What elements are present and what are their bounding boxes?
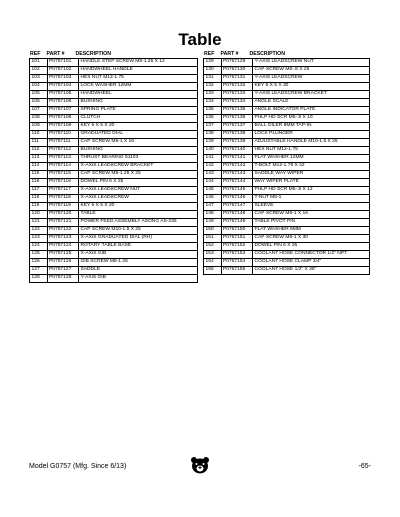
ref-cell: 106 (30, 99, 48, 107)
part-number-cell: P0757122 (47, 227, 79, 235)
parts-table-header (203, 51, 370, 58)
description-cell: TABLE (79, 211, 198, 219)
description-cell: LOCK WASHER 12MM (79, 83, 198, 91)
part-number-cell: P0757129 (221, 59, 253, 67)
table-row (30, 251, 198, 259)
ref-cell: 104 (30, 83, 48, 91)
part-number-cell: P0757117 (47, 187, 79, 195)
table-row (204, 211, 370, 219)
table-row (30, 275, 198, 283)
table-row (30, 123, 198, 131)
part-number-cell: P0757130 (221, 67, 253, 75)
ref-cell: 110 (30, 131, 48, 139)
description-cell: CAP SCREW M6-1 X 16 (253, 211, 370, 219)
ref-cell: 149 (204, 219, 222, 227)
description-cell: BUSHING (79, 99, 198, 107)
table-row (204, 83, 370, 91)
ref-cell: 139 (204, 139, 222, 147)
part-number-cell: P0757132 (221, 83, 253, 91)
ref-cell: 147 (204, 203, 222, 211)
parts-table-left (29, 51, 198, 283)
part-number-cell: P0757146 (221, 195, 253, 203)
ref-cell: 103 (30, 75, 48, 83)
part-number-cell: P0757121 (47, 219, 79, 227)
description-cell: X-AXIS LEADSCREW (79, 195, 198, 203)
description-cell: COOLANT HOSE 1/2" X 36" (253, 267, 370, 275)
ref-cell: 112 (30, 147, 48, 155)
ref-cell: 121 (30, 219, 48, 227)
ref-cell: 109 (30, 123, 48, 131)
table-row (30, 139, 198, 147)
part-number-cell: P0757106 (47, 99, 79, 107)
table-row (30, 195, 198, 203)
table-row (204, 195, 370, 203)
table-row (30, 115, 198, 123)
description-cell: Y-AXIS LEADSCREW BRACKET (253, 91, 370, 99)
ref-cell: 125 (30, 251, 48, 259)
part-number-cell: P0757114 (47, 163, 79, 171)
part-number-cell: P0757110 (47, 131, 79, 139)
description-cell: CAP SCREW M10-1.5 X 25 (79, 227, 198, 235)
ref-cell: 151 (204, 235, 222, 243)
ref-cell: 102 (30, 67, 48, 75)
ref-cell: 150 (204, 227, 222, 235)
part-number-cell: P0757123 (47, 235, 79, 243)
table-row (204, 75, 370, 83)
table-row (204, 203, 370, 211)
part-number-cell: P0757141 (221, 155, 253, 163)
ref-cell: 141 (204, 155, 222, 163)
part-number-cell: P0757131 (221, 75, 253, 83)
ref-cell: 132 (204, 83, 222, 91)
table-row (204, 243, 370, 251)
table-row (204, 139, 370, 147)
table-row (204, 131, 370, 139)
table-row (30, 187, 198, 195)
table-row (204, 115, 370, 123)
ref-cell: 133 (204, 91, 222, 99)
part-number-cell: P0757149 (221, 219, 253, 227)
table-row (204, 171, 370, 179)
table-row (30, 131, 198, 139)
part-number-cell: P0757148 (221, 211, 253, 219)
description-cell: DOWEL PIN 6 X 25 (253, 243, 370, 251)
part-number-cell: P0757144 (221, 179, 253, 187)
ref-cell: 136 (204, 115, 222, 123)
description-cell: T-BOLT M12-1.75 X 42 (253, 163, 370, 171)
part-number-cell: P0757152 (221, 243, 253, 251)
description-cell: X-AXIS LEADSCREW NUT (79, 187, 198, 195)
ref-cell: 128 (30, 275, 48, 283)
table-row (204, 59, 370, 67)
ref-cell: 140 (204, 147, 222, 155)
description-column-header: DESCRIPTION (249, 51, 285, 57)
part-column-header: PART # (220, 51, 239, 57)
part-number-cell: P0757105 (47, 91, 79, 99)
ref-cell: 143 (204, 171, 222, 179)
table-row (30, 147, 198, 155)
ref-cell: 107 (30, 107, 48, 115)
description-cell: GRADUATED DIAL (79, 131, 198, 139)
ref-cell: 116 (30, 179, 48, 187)
table-row (204, 163, 370, 171)
description-cell: TABLE PIVOT PIN (253, 219, 370, 227)
model-footer: Model G0757 (Mfg. Since 6/13) (29, 463, 127, 470)
table-row (30, 227, 198, 235)
ref-cell: 123 (30, 235, 48, 243)
part-number-cell: P0757115 (47, 171, 79, 179)
description-cell: CLUTCH (79, 115, 198, 123)
description-cell: THRUST BEARING 51103 (79, 155, 198, 163)
description-cell: HEX NUT M12-1.75 (79, 75, 198, 83)
ref-cell: 144 (204, 179, 222, 187)
table-row (30, 259, 198, 267)
ref-cell: 113 (30, 155, 48, 163)
table-row (204, 91, 370, 99)
part-number-cell: P0757126 (47, 259, 79, 267)
part-number-cell: P0757118 (47, 195, 79, 203)
ref-cell: 145 (204, 187, 222, 195)
part-number-cell: P0757145 (221, 187, 253, 195)
description-cell: HEX NUT M12-1.75 (253, 147, 370, 155)
table-row (30, 107, 198, 115)
description-cell: T-NUT M6-1 (253, 195, 370, 203)
part-number-cell: P0757142 (221, 163, 253, 171)
description-cell: X-AXIS LEADSCREW BRACKET (79, 163, 198, 171)
part-number-cell: P0757109 (47, 123, 79, 131)
table-row (30, 99, 198, 107)
description-cell: HANDWHEEL (79, 91, 198, 99)
part-number-cell: P0757143 (221, 171, 253, 179)
part-number-cell: P0757153 (221, 251, 253, 259)
part-number-cell: P0757133 (221, 91, 253, 99)
description-cell: COOLANT HOSE CLAMP 3/4" (253, 259, 370, 267)
part-number-cell: P0757108 (47, 115, 79, 123)
description-cell: PHLP HD SCR M5-.8 X 12 (253, 187, 370, 195)
description-cell: BALL OILER 8MM TAP-IN (253, 123, 370, 131)
ref-cell: 135 (204, 107, 222, 115)
description-cell: PHLP HD SCR M5-.8 X 10 (253, 115, 370, 123)
table-row (30, 219, 198, 227)
table-row (30, 179, 198, 187)
description-cell: Y-AXIS LEADSCREW (253, 75, 370, 83)
part-number-cell: P0757139 (221, 139, 253, 147)
description-cell: ANGLE INDICATOR PLATE (253, 107, 370, 115)
table-row (204, 235, 370, 243)
part-number-cell: P0757124 (47, 243, 79, 251)
description-cell: FLAT WASHER 12MM (253, 155, 370, 163)
part-number-cell: P0757150 (221, 227, 253, 235)
ref-cell: 153 (204, 251, 222, 259)
ref-cell: 114 (30, 163, 48, 171)
part-number-cell: P0757107 (47, 107, 79, 115)
description-cell: ROTARY TABLE BASE (79, 243, 198, 251)
description-cell: GIB SCREW M8-1.25 (79, 259, 198, 267)
table-row (30, 67, 198, 75)
table-row (30, 211, 198, 219)
description-cell: ADJUSTABLE HANDLE M10-1.5 X 25 (253, 139, 370, 147)
part-number-cell: P0757101 (47, 59, 79, 67)
ref-cell: 130 (204, 67, 222, 75)
ref-cell: 134 (204, 99, 222, 107)
table-row (30, 75, 198, 83)
description-cell: KEY 5 X 5 X 30 (253, 83, 370, 91)
table-row (30, 243, 198, 251)
ref-cell: 108 (30, 115, 48, 123)
description-cell: CAP SCREW M8-1.25 X 25 (79, 171, 198, 179)
part-number-cell: P0757128 (47, 275, 79, 283)
ref-cell: 124 (30, 243, 48, 251)
table-row (30, 91, 198, 99)
ref-cell: 105 (30, 91, 48, 99)
table-row (204, 155, 370, 163)
part-number-cell: P0757116 (47, 179, 79, 187)
part-number-cell: P0757155 (221, 267, 253, 275)
part-number-cell: P0757135 (221, 107, 253, 115)
table-row (204, 99, 370, 107)
table-row (30, 155, 198, 163)
description-column-header: DESCRIPTION (75, 51, 111, 57)
description-cell: SADDLE WAY WIPER (253, 171, 370, 179)
bear-head-logo-icon (190, 456, 210, 474)
description-cell: KEY 5 X 5 X 20 (79, 123, 198, 131)
table-row (30, 59, 198, 67)
description-cell: COOLANT HOSE CONNECTOR 1/2" NPT (253, 251, 370, 259)
part-number-cell: P0757111 (47, 139, 79, 147)
description-cell: HANDWHEEL HANDLE (79, 67, 198, 75)
ref-cell: 120 (30, 211, 48, 219)
table-row (204, 267, 370, 275)
table-row (204, 147, 370, 155)
description-cell: CAP SCREW M6-1 X 16 (79, 139, 198, 147)
ref-cell: 117 (30, 187, 48, 195)
part-column-header: PART # (46, 51, 65, 57)
part-number-cell: P0757134 (221, 99, 253, 107)
parts-table-header (29, 51, 198, 58)
part-number-cell: P0757138 (221, 131, 253, 139)
description-cell: LOCK PLUNGER (253, 131, 370, 139)
ref-cell: 146 (204, 195, 222, 203)
part-number-cell: P0757151 (221, 235, 253, 243)
ref-cell: 111 (30, 139, 48, 147)
ref-cell: 138 (204, 131, 222, 139)
ref-column-header: REF (204, 51, 215, 57)
ref-cell: 152 (204, 243, 222, 251)
description-cell: ANGLE SCALE (253, 99, 370, 107)
ref-cell: 154 (204, 259, 222, 267)
description-cell: BUSHING (79, 147, 198, 155)
description-cell: CAP SCREW M5-.8 X 25 (253, 67, 370, 75)
part-number-cell: P0757119 (47, 203, 79, 211)
ref-column-header: REF (30, 51, 41, 57)
description-cell: Y-AXIS GIB (79, 275, 198, 283)
description-cell: DOWEL PIN 6 X 25 (79, 179, 198, 187)
description-cell: POWER FEED ASSEMBLY ASONG AS-235 (79, 219, 198, 227)
table-row (30, 171, 198, 179)
description-cell: SLEEVE (253, 203, 370, 211)
table-row (30, 83, 198, 91)
ref-cell: 115 (30, 171, 48, 179)
part-number-cell: P0757137 (221, 123, 253, 131)
ref-cell: 101 (30, 59, 48, 67)
table-row (204, 107, 370, 115)
table-row (204, 219, 370, 227)
part-number-cell: P0757112 (47, 147, 79, 155)
table-row (204, 227, 370, 235)
parts-table-right (203, 51, 370, 275)
table-row (30, 235, 198, 243)
ref-cell: 119 (30, 203, 48, 211)
part-number-cell: P0757120 (47, 211, 79, 219)
description-cell: KEY 5 X 5 X 20 (79, 203, 198, 211)
ref-cell: 118 (30, 195, 48, 203)
table-row (204, 187, 370, 195)
ref-cell: 155 (204, 267, 222, 275)
part-number-cell: P0757102 (47, 67, 79, 75)
ref-cell: 122 (30, 227, 48, 235)
part-number-cell: P0757104 (47, 83, 79, 91)
description-cell: X-AXIS GRADUATED DIAL (RH) (79, 235, 198, 243)
description-cell: FLAT WASHER 6MM (253, 227, 370, 235)
description-cell: X-AXIS GIB (79, 251, 198, 259)
ref-cell: 126 (30, 259, 48, 267)
description-cell: SPRING PLATE (79, 107, 198, 115)
ref-cell: 131 (204, 75, 222, 83)
table-row (30, 163, 198, 171)
part-number-cell: P0757136 (221, 115, 253, 123)
page-title: Table (178, 30, 222, 49)
ref-cell: 142 (204, 163, 222, 171)
description-cell: Y-AXIS LEADSCREW NUT (253, 59, 370, 67)
table-row (204, 259, 370, 267)
part-number-cell: P0757154 (221, 259, 253, 267)
table-row (204, 179, 370, 187)
part-number-cell: P0757113 (47, 155, 79, 163)
description-cell: CAP SCREW M6-1 X 30 (253, 235, 370, 243)
ref-cell: 129 (204, 59, 222, 67)
part-number-cell: P0757103 (47, 75, 79, 83)
description-cell: HANDLE STEP SCREW M8-1.25 X 12 (79, 59, 198, 67)
table-row (204, 123, 370, 131)
part-number-cell: P0757127 (47, 267, 79, 275)
description-cell: SADDLE (79, 267, 198, 275)
table-row (30, 203, 198, 211)
part-number-cell: P0757147 (221, 203, 253, 211)
description-cell: WAY WIPER PLATE (253, 179, 370, 187)
part-number-cell: P0757125 (47, 251, 79, 259)
ref-cell: 127 (30, 267, 48, 275)
table-row (204, 251, 370, 259)
part-number-cell: P0757140 (221, 147, 253, 155)
table-row (204, 67, 370, 75)
table-row (30, 267, 198, 275)
ref-cell: 148 (204, 211, 222, 219)
ref-cell: 137 (204, 123, 222, 131)
page-number: -65- (358, 463, 371, 470)
